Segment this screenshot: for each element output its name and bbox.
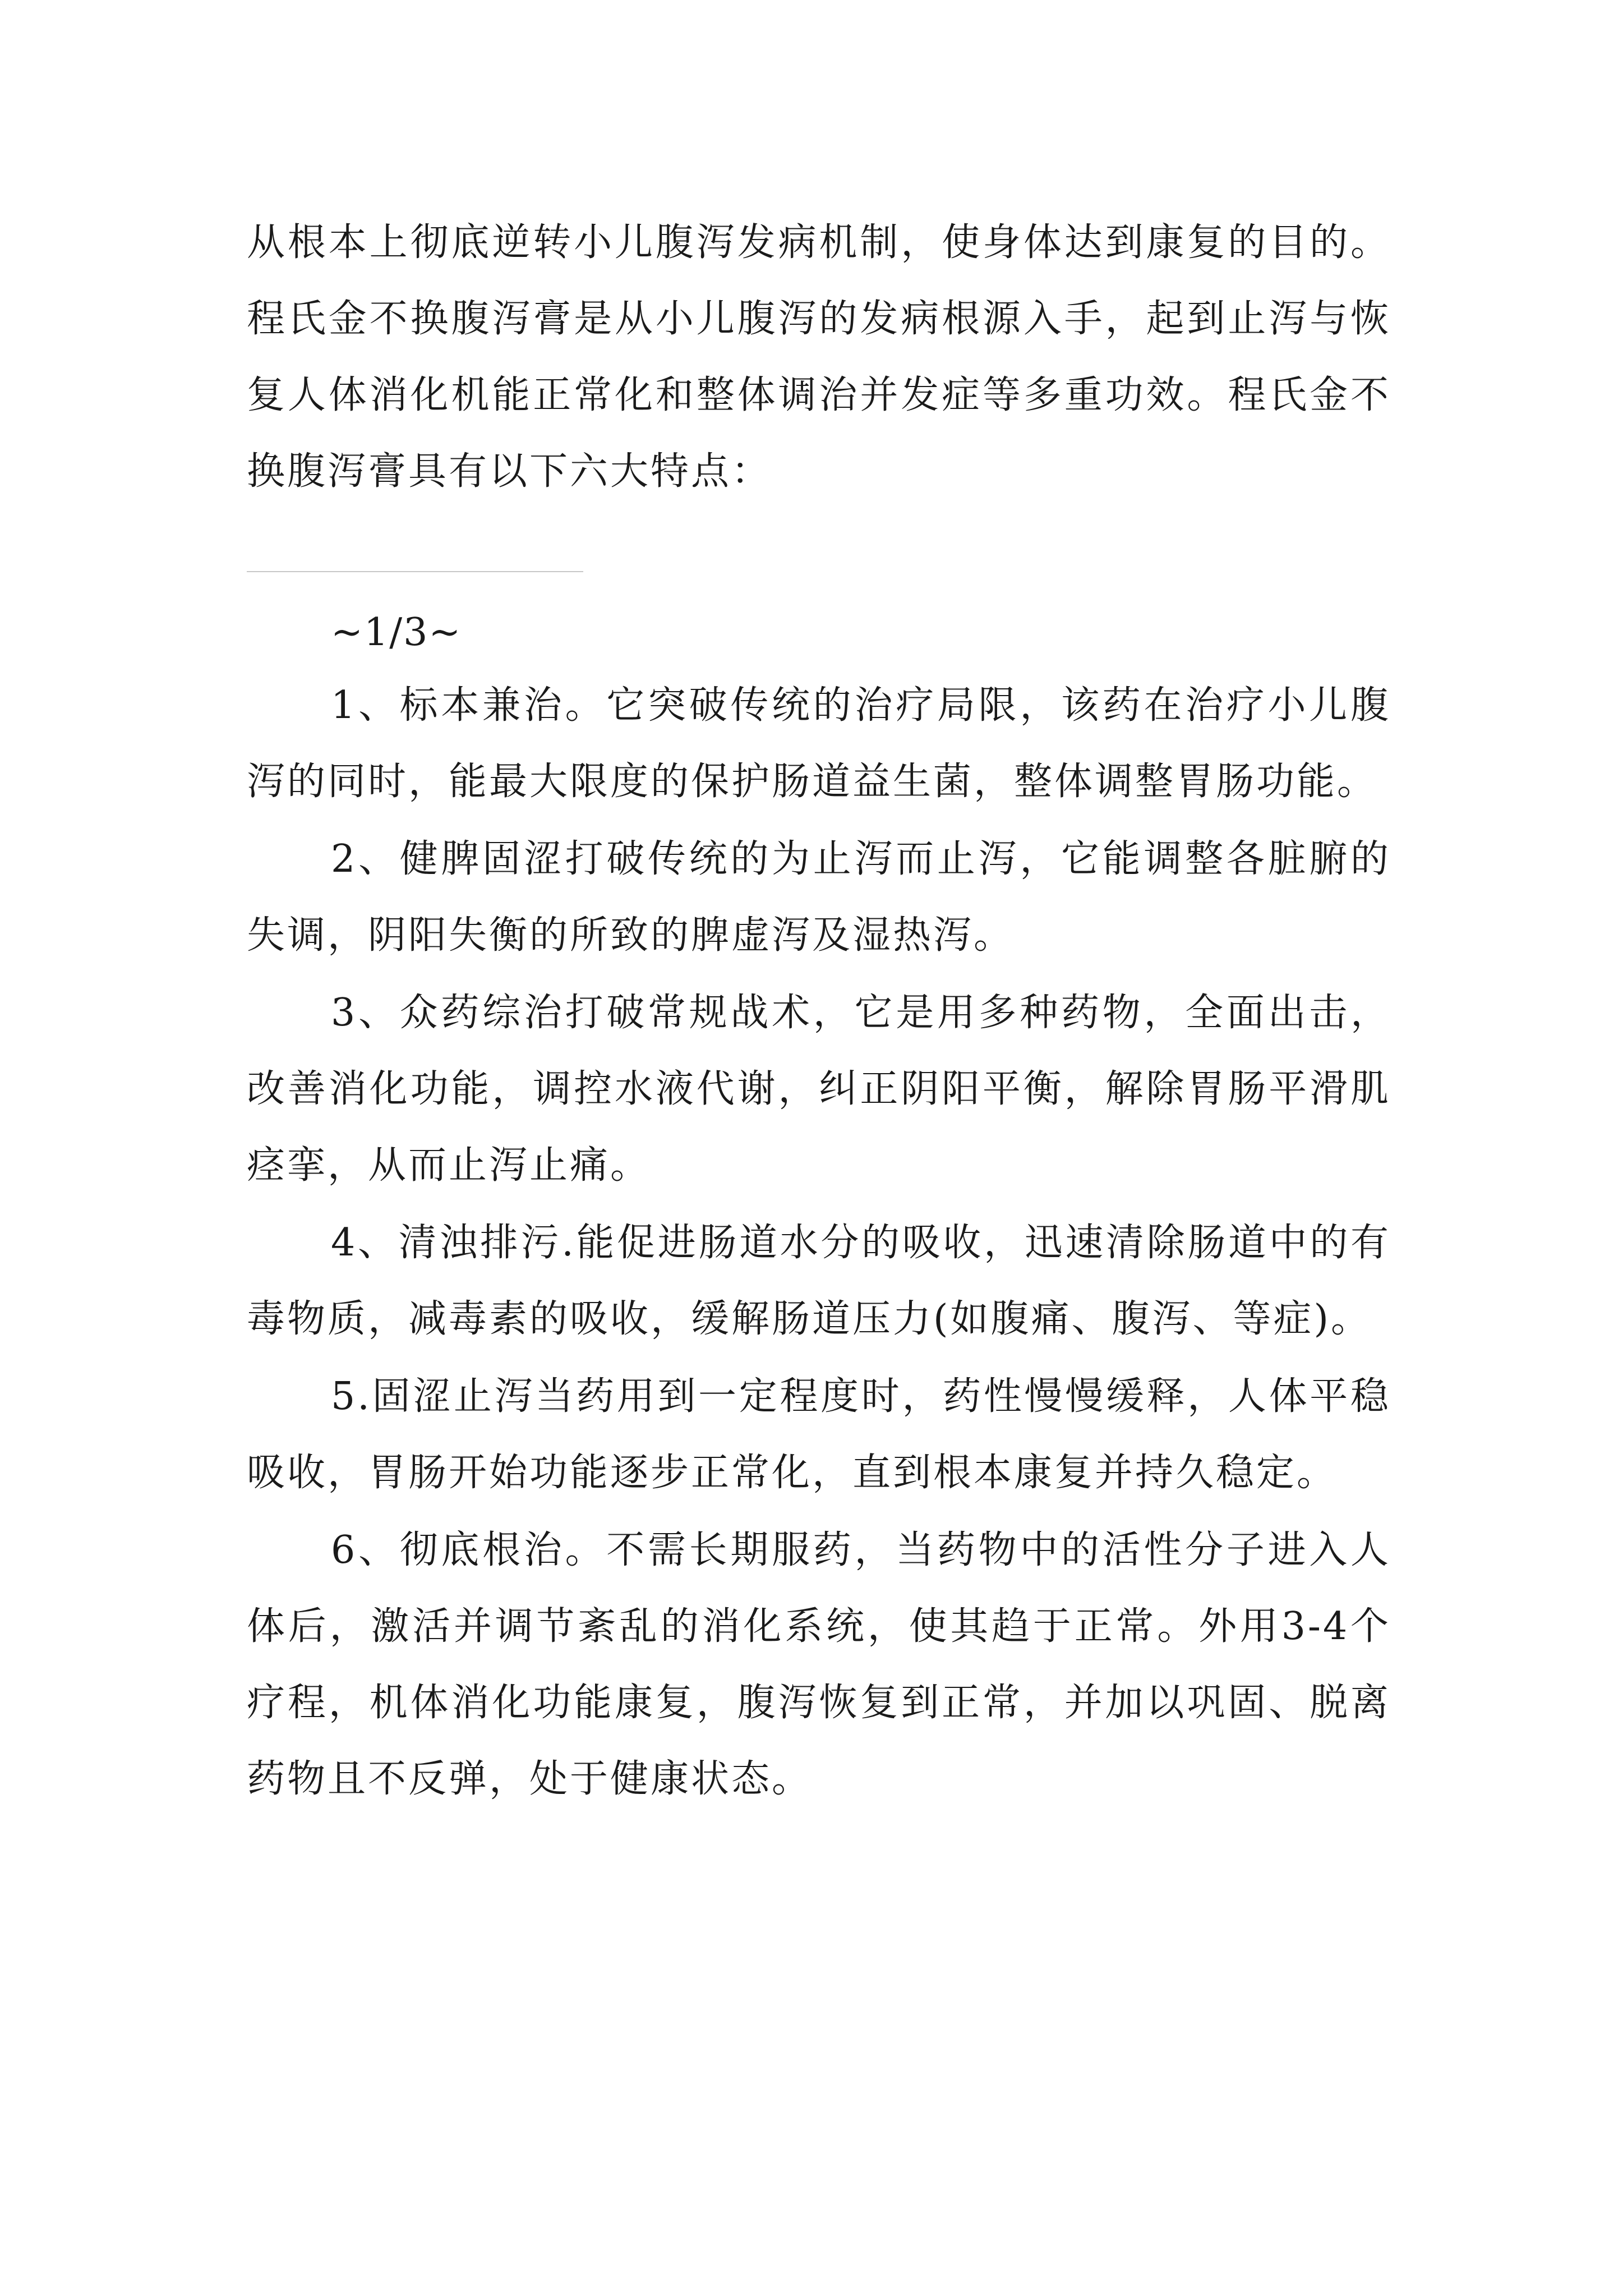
- intro-text: 从根本上彻底逆转小儿腹泻发病机制，使身体达到康复的目的。程氏金不换腹泻膏是从小儿腹泻的发病根源入手，起到止泻与恢复人体消化机能正常化和整体调治并发症等多重功效。程氏金不换腹泻膏具有以下六大特点：: [247, 220, 1391, 494]
- feature-text: 1、标本兼治。它突破传统的治疗局限，该药在治疗小儿腹泻的同时，能最大限度的保护肠道益生菌，整体调整胃肠功能。: [247, 683, 1391, 804]
- feature-text: 2、健脾固涩打破传统的为止泻而止泻，它能调整各脏腑的失调，阴阳失衡的所致的脾虚泻及湿热泻。: [247, 837, 1391, 958]
- feature-item: [247, 821, 1391, 974]
- feature-item: [247, 975, 1391, 1204]
- feature-text: 3、众药综治打破常规战术，它是用多种药物，全面出击，改善消化功能，调控水液代谢，纠正阴阳平衡，解除胃肠平滑肌痉挛，从而止泻止痛。: [247, 991, 1391, 1188]
- intro-paragraph: [247, 205, 1391, 510]
- feature-text: 6、彻底根治。不需长期服药，当药物中的活性分子进入人体后，激活并调节紊乱的消化系统，使其趋于正常。外用3-4个疗程，机体消化功能康复，腹泻恢复到正常，并加以巩固、脱离药物且不反弹，处于健康状态。: [247, 1528, 1391, 1801]
- page-number: ~1/3~: [331, 610, 462, 655]
- feature-item: [247, 1205, 1391, 1358]
- feature-item: [247, 1359, 1391, 1511]
- feature-text: 4、清浊排污.能促进肠道水分的吸收，迅速清除肠道中的有毒物质，减毒素的吸收，缓解肠道压力(如腹痛、腹泻、等症)。: [247, 1221, 1391, 1341]
- feature-list: [247, 668, 1391, 1819]
- feature-item: [247, 1512, 1391, 1818]
- feature-item: [247, 668, 1391, 820]
- footnote-divider: [247, 571, 583, 572]
- feature-text: 5.固涩止泻当药用到一定程度时，药性慢慢缓释，人体平稳吸收，胃肠开始功能逐步正常化，直到根本康复并持久稳定。: [247, 1374, 1391, 1495]
